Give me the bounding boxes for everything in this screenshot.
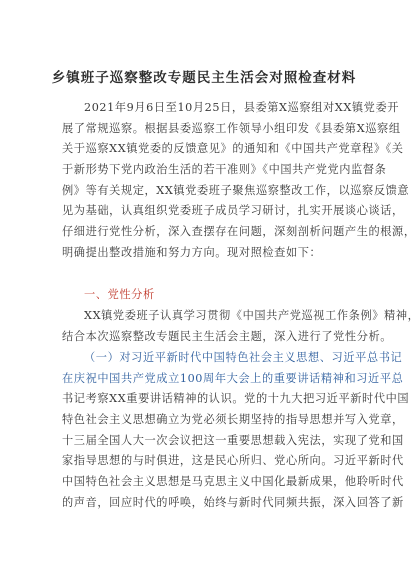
section-line: 结合本次巡察整改专题民主生活会主题，深入进行了党性分析。 [62, 329, 393, 343]
intro-line: 仔细进行党性分析，深入查摆存在问题，深刻剖析问题产生的根源， [62, 225, 416, 239]
subsection-line: 十三届全国人大一次会议把这一重要思想载入宪法，实现了党和国 [62, 433, 404, 447]
subsection-line: 在庆祝中国共产党成立100周年大会上的重要讲话精神和习近平总 [62, 371, 404, 385]
intro-line: 2021年9月6日至10月25日，县委第X巡察组对XX镇党委开 [84, 101, 400, 114]
section-heading-text: 一、党性分析 [84, 288, 155, 301]
intro-line: 关于巡察XX镇党委的反馈意见》的通知和《中国共产党章程》《关 [62, 142, 404, 156]
section-heading [62, 285, 362, 306]
intro-line: 见为基础，认真组织党委班子成员学习研讨，扎实开展谈心谈话， [62, 204, 404, 218]
document-title: 乡镇班子巡察整改专题民主生活会对照检查材料 [51, 70, 357, 86]
intro-paragraph [62, 98, 416, 264]
subsection-line: 书记考察XX重要讲话精神的认识。党的十九大把习近平新时代中国 [62, 392, 410, 406]
subsection-line: 中国特色社会主义思想是马克思主义中国化最新成果，他聆听时代 [62, 475, 404, 489]
subsection-line: 的声音，回应时代的呼唤，始终与新时代同频共振，深入回答了新 [62, 495, 404, 509]
intro-line: 于新形势下党内政治生活的若干准则》《中国共产党党内监督条 [62, 163, 387, 177]
section-paragraph [62, 306, 419, 347]
subsection-line: 特色社会主义思想确立为党必须长期坚持的指导思想并写入党章， [62, 413, 404, 427]
intro-line: 例》等有关规定，XX镇党委班子聚焦巡察整改工作，以巡察反馈意 [62, 183, 410, 197]
intro-line: 明确提出整改措施和努力方向。现对照检查如下： [62, 245, 322, 259]
subsection-line: （一）对习近平新时代中国特色社会主义思想、习近平总书记 [84, 351, 403, 364]
subsection-paragraph [62, 348, 410, 514]
subsection-line: 家指导思想的与时俱进，这是民心所归、党心所向。习近平新时代 [62, 454, 404, 468]
section-line: XX镇党委班子认真学习贯彻《中国共产党巡视工作条例》精神， [84, 309, 419, 322]
intro-line: 展了常规巡察。根据县委巡察工作领导小组印发《县委第X巡察组 [62, 121, 401, 135]
